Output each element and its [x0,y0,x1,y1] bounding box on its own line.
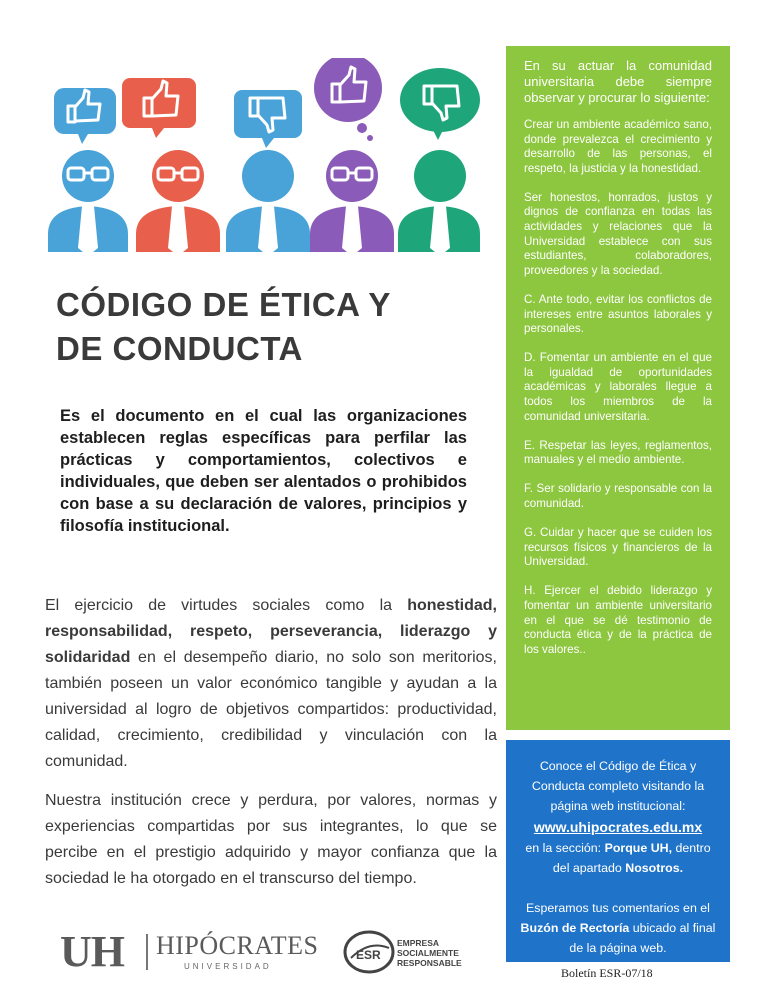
info-box [506,740,730,962]
speech-bubble-2 [122,78,196,138]
principles-box [506,46,730,730]
esr-logo [343,928,473,976]
info-mailbox-name: Buzón de Rectoría [520,921,630,935]
speech-bubble-4 [314,58,382,141]
esr-seal-icon [343,928,395,976]
speech-bubble-3 [234,90,302,148]
principle-item: Ser honestos, honrados, justos y dignos de confianza en todas las actividades y relaciones que la Universidad establece con sus estudiantes, colaboradores, proveedores y la sociedad. [524,190,712,277]
person-4 [310,150,394,252]
info-section-name: Porque UH, [604,841,673,855]
page-title [56,283,476,371]
uh-hipocrates-logo [60,927,319,976]
body-p1-c: en el desempeño diario, no solo son meritorios, también poseen un valor económico tangible y ayudan a la universidad al logro de objetivos compartidos: productividad, calidad, crecimiento, credibilidad y vinculación con la comunidad. [45,649,497,770]
person-1 [48,150,128,252]
bulletin-number: Boletín ESR-07/18 [561,966,653,980]
body-paragraph-2: Nuestra institución crece y perdura, por valores, normas y experiencias compartidas por sus integrantes, lo que se percibe en el prestigio adquirido y mayor confianza que la sociedad le ha otorgado en el transcurso del tiempo. [45,792,497,887]
info-line-1: Conoce el Código de Ética y Conducta completo visitando la página web institucional: [531,759,705,813]
esr-line-2: SOCIALMENTE [397,948,459,958]
principle-item: D. Fomentar un ambiente en el que la igualdad de oportunidades académicas y laborales llegue a todos los miembros de la comunidad universitaria. [524,351,712,423]
speech-bubble-1 [54,88,116,144]
principle-item: E. Respetar las leyes, reglamentos, manuales y el medio ambiente. [524,438,712,467]
speech-bubble-5 [400,68,480,140]
intro-paragraph: Es el documento en el cual las organizaciones establecen reglas específicas para perfilar las prácticas y comportamientos, colectivos e individuales, que deben ser alentados o prohibidos con base a su declaración de valores, principios y filosofía institucional. [60,407,467,535]
info-line-2 [520,838,716,878]
person-5 [398,150,480,252]
website-link[interactable]: www.uhipocrates.edu.mx [533,819,703,835]
principles-lead: En su actuar la comunidad universitaria debe siempre observar y procurar lo siguiente: [524,58,712,105]
esr-line-3: RESPONSABLE [397,958,462,968]
principle-item: F. Ser solidario y responsable con la comunidad. [524,482,712,510]
info-line-3-a: Esperamos tus comentarios en el [526,901,710,915]
info-line-3 [520,898,716,958]
esr-mark: ESR [356,948,381,962]
info-subsection-name: Nosotros. [625,861,684,875]
principle-item: Crear un ambiente académico sano, donde prevalezca el crecimiento y desarrollo de las personas, el respeto, la justicia y la honestidad. [524,118,712,175]
person-3 [226,150,310,252]
info-line-2-a: en la sección: [525,841,605,855]
people-feedback-illustration [48,58,480,252]
uh-sub: UNIVERSIDAD [184,962,272,971]
title-line-2: DE CONDUCTA [56,330,303,367]
body-p1-a: El ejercicio de virtudes sociales como la [45,597,408,614]
esr-text [397,938,462,968]
principle-item: C. Ante todo, evitar los conflictos de intereses entre asuntos laborales y personales. [524,292,712,336]
info-line-3-c: ubicado al final de la página web. [569,921,716,955]
uh-mark: UH [60,927,124,976]
person-2 [136,150,220,252]
title-line-1: CÓDIGO DE ÉTICA Y [56,286,391,323]
info-line-2-c: dentro del apartado [552,841,711,875]
principle-item: G. Cuidar y hacer que se cuiden los recursos físicos y financieros de la Universidad. [524,526,712,569]
esr-line-1: EMPRESA [397,938,440,948]
logo-divider [146,934,148,970]
body-paragraph-1 [45,593,497,775]
body-p1-values: honestidad, responsabilidad, respeto, perseverancia, liderazgo y solidaridad [45,597,497,666]
uh-name: HIPÓCRATES [156,931,319,960]
principle-item: H. Ejercer el debido liderazgo y fomentar un ambiente universitario en el que se dé testimonio de conducta ética y de la práctica de los valores.. [524,584,712,656]
